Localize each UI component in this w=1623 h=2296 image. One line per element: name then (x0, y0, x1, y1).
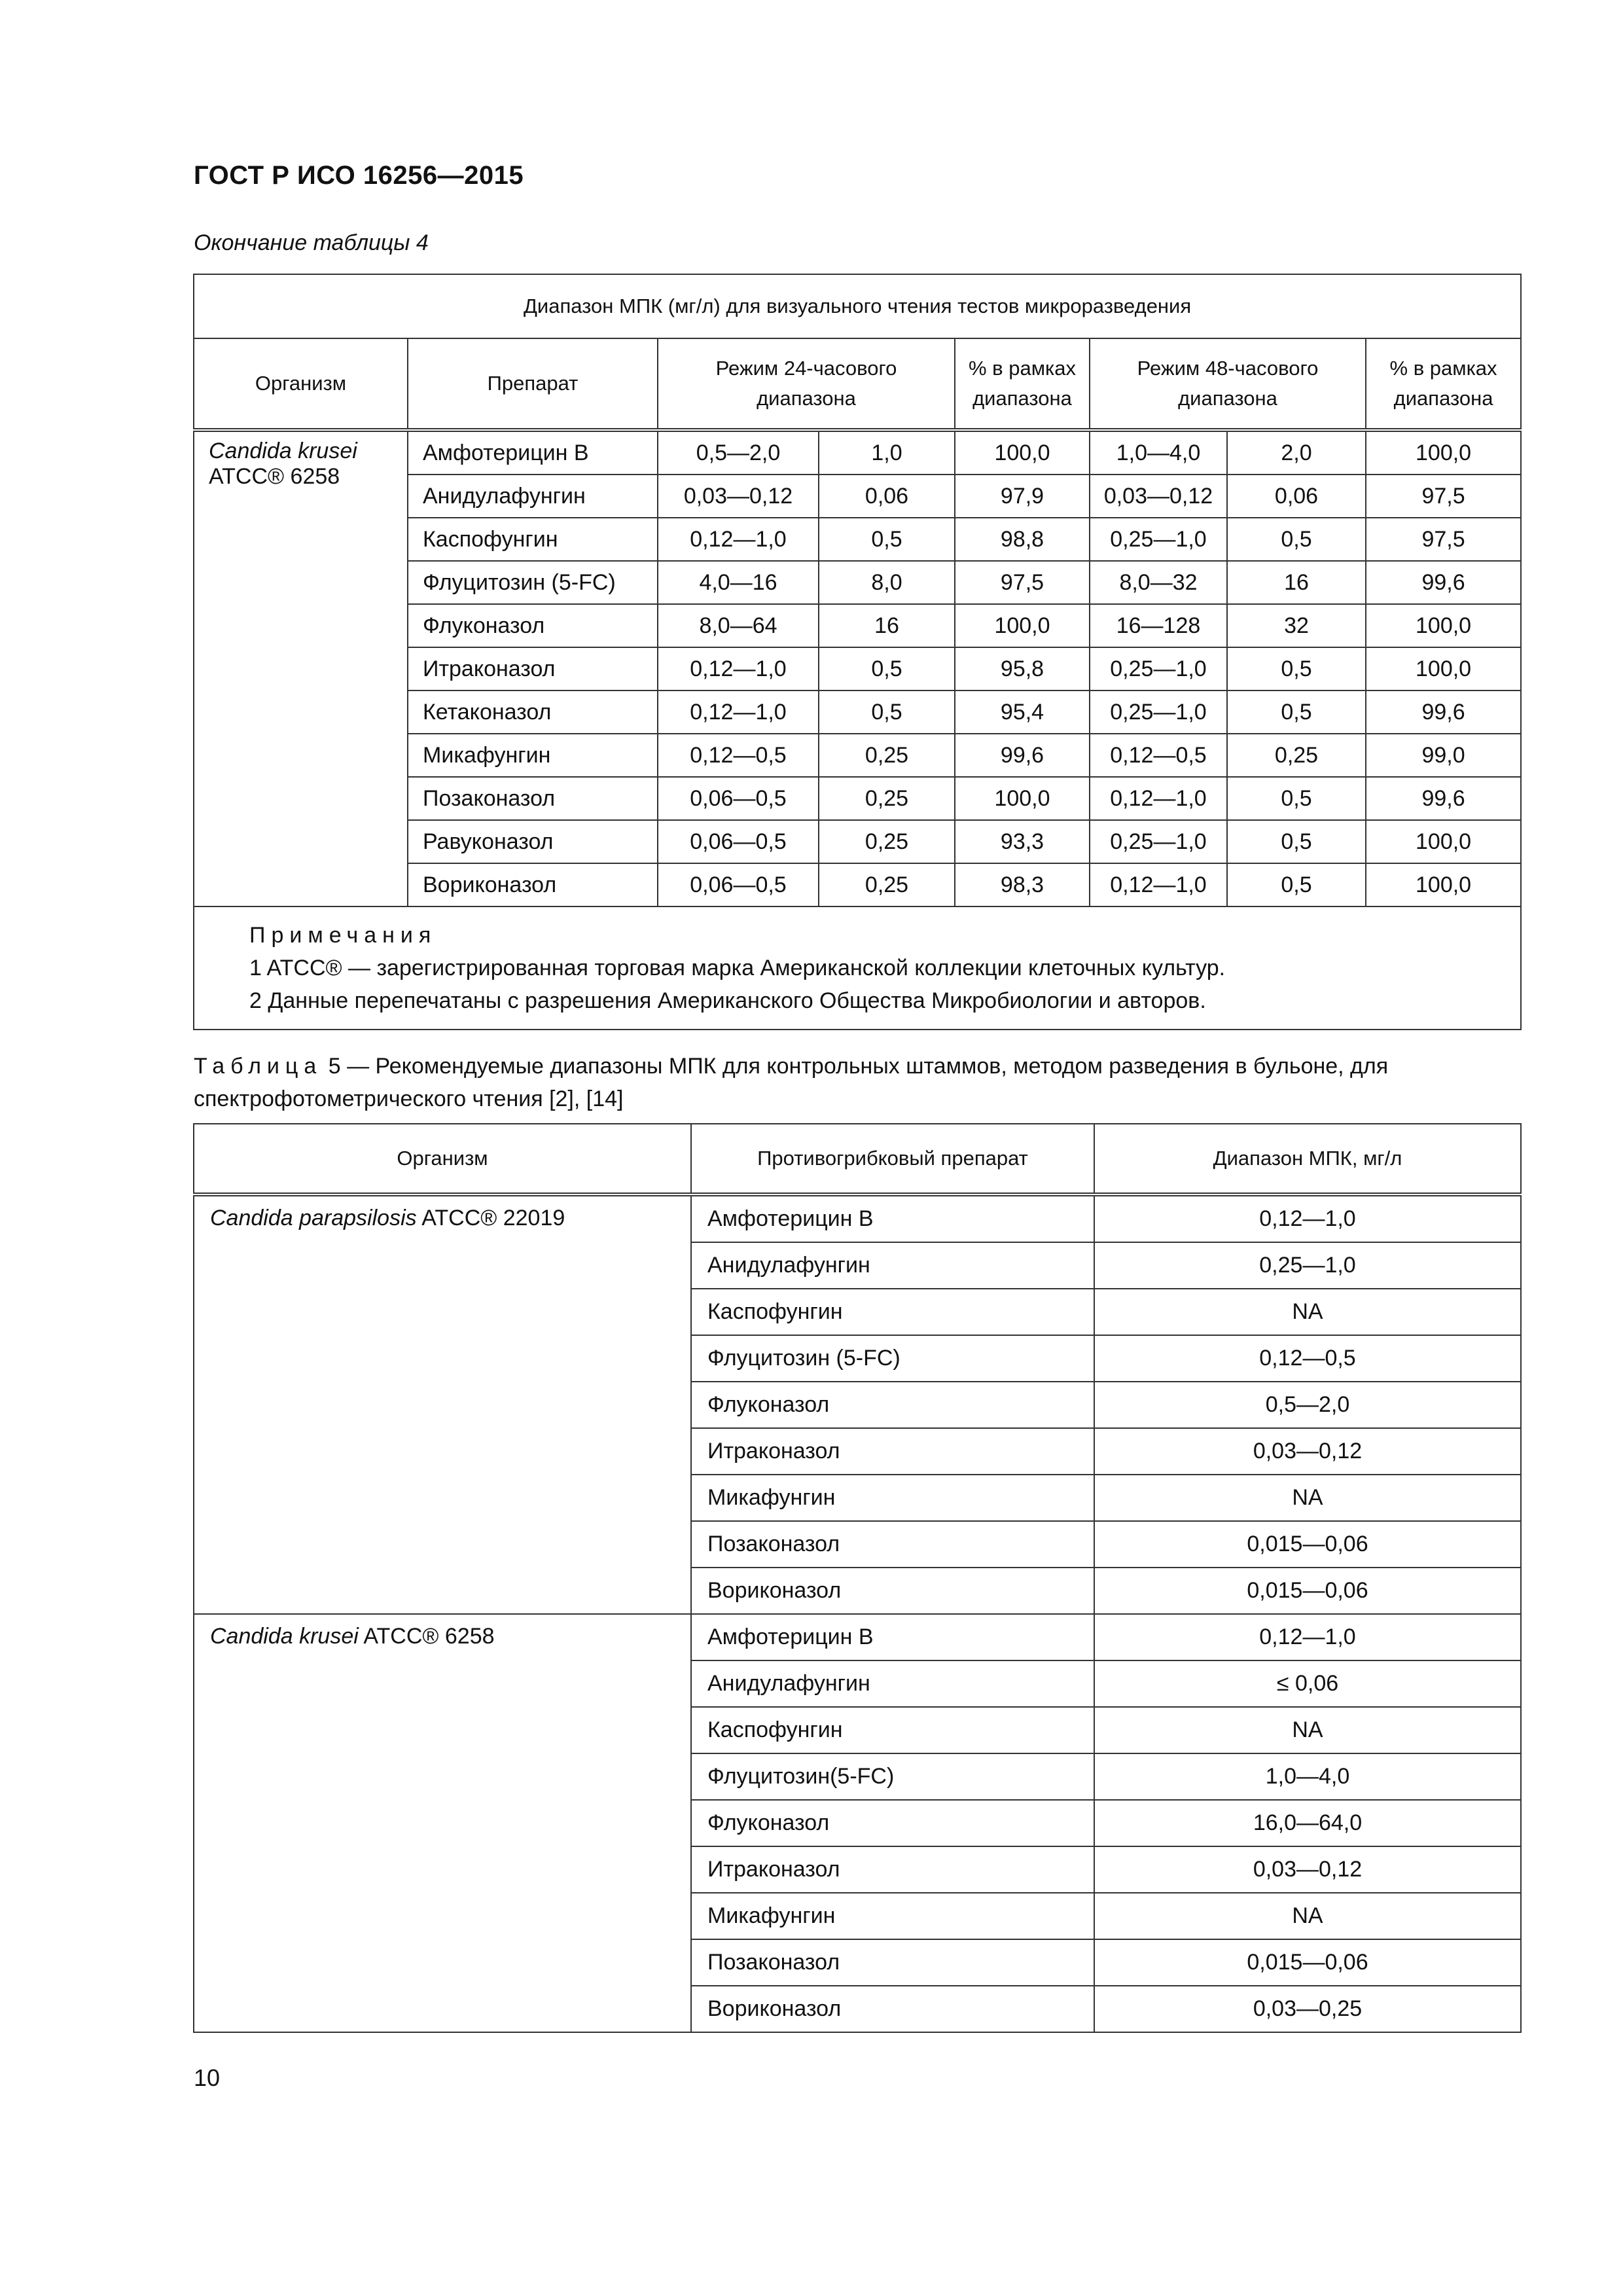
header-organism: Организм (194, 1124, 691, 1194)
range24-cell: 0,5—2,0 (658, 430, 819, 475)
drug-cell: Позаконазол (691, 1521, 1094, 1568)
table4 (193, 274, 1522, 1030)
mode24-cell: 16 (819, 604, 955, 647)
pct24-cell: 97,9 (955, 475, 1090, 518)
mode48-cell: 2,0 (1227, 430, 1366, 475)
range24-cell: 8,0—64 (658, 604, 819, 647)
document-header: ГОСТ Р ИСО 16256—2015 (194, 161, 524, 190)
mic-range-cell: 1,0—4,0 (1094, 1753, 1521, 1800)
drug-cell: Микафунгин (691, 1475, 1094, 1521)
mic-range-cell: NA (1094, 1475, 1521, 1521)
drug-cell: Итраконазол (408, 647, 658, 691)
drug-cell: Флуцитозин(5-FC) (691, 1753, 1094, 1800)
drug-cell: Микафунгин (408, 734, 658, 777)
drug-cell: Анидулафунгин (691, 1242, 1094, 1289)
drug-cell: Каспофунгин (408, 518, 658, 561)
mic-range-cell: 16,0—64,0 (1094, 1800, 1521, 1846)
pct48-cell: 99,6 (1366, 691, 1521, 734)
drug-cell: Амфотерицин В (691, 1614, 1094, 1660)
range24-cell: 0,12—1,0 (658, 691, 819, 734)
organism-strain: ATCC® 6258 (209, 464, 340, 489)
header-organism: Организм (194, 338, 408, 430)
range48-cell: 0,25—1,0 (1090, 691, 1227, 734)
pct24-cell: 100,0 (955, 430, 1090, 475)
mode24-cell: 1,0 (819, 430, 955, 475)
drug-cell: Равуконазол (408, 820, 658, 863)
mode24-cell: 0,25 (819, 820, 955, 863)
mode48-cell: 0,25 (1227, 734, 1366, 777)
note-1: 1 ATCC® — зарегистрированная торговая марка Американской коллекции клеточных культур. (249, 956, 1226, 980)
page-number: 10 (194, 2064, 221, 2091)
mode48-cell: 0,5 (1227, 863, 1366, 906)
organism-strain: ATCC® 6258 (358, 1624, 495, 1649)
pct48-cell: 97,5 (1366, 475, 1521, 518)
mode24-cell: 8,0 (819, 561, 955, 604)
drug-cell: Каспофунгин (691, 1289, 1094, 1335)
pct24-cell: 100,0 (955, 604, 1090, 647)
organism-name: Candida krusei (209, 439, 357, 463)
table4-top-header: Диапазон МПК (мг/л) для визуального чтения тестов микроразведения (194, 274, 1521, 338)
header-pct24: % в рамках диапазона (955, 338, 1090, 430)
range48-cell: 0,03—0,12 (1090, 475, 1227, 518)
mode24-cell: 0,25 (819, 863, 955, 906)
mic-range-cell: 0,25—1,0 (1094, 1242, 1521, 1289)
notes (194, 906, 1521, 1030)
mode24-cell: 0,5 (819, 647, 955, 691)
mode48-cell: 0,5 (1227, 647, 1366, 691)
mic-range-cell: 0,12—1,0 (1094, 1194, 1521, 1242)
drug-cell: Амфотерицин В (691, 1194, 1094, 1242)
header-mode24: Режим 24-часового диапазона (658, 338, 955, 430)
pct48-cell: 100,0 (1366, 647, 1521, 691)
header-mode48: Режим 48-часового диапазона (1090, 338, 1366, 430)
range24-cell: 4,0—16 (658, 561, 819, 604)
mode24-cell: 0,5 (819, 691, 955, 734)
mic-range-cell: 0,03—0,12 (1094, 1846, 1521, 1893)
pct24-cell: 98,8 (955, 518, 1090, 561)
header-drug: Препарат (408, 338, 658, 430)
pct48-cell: 97,5 (1366, 518, 1521, 561)
mode24-cell: 0,25 (819, 734, 955, 777)
drug-cell: Вориконазол (691, 1568, 1094, 1614)
table-row (194, 1614, 1521, 1660)
pct24-cell: 97,5 (955, 561, 1090, 604)
drug-cell: Микафунгин (691, 1893, 1094, 1939)
range48-cell: 0,25—1,0 (1090, 647, 1227, 691)
drug-cell: Флуцитозин (5-FC) (691, 1335, 1094, 1382)
pct24-cell: 100,0 (955, 777, 1090, 820)
drug-cell: Кетаконазол (408, 691, 658, 734)
pct48-cell: 99,6 (1366, 561, 1521, 604)
drug-cell: Вориконазол (408, 863, 658, 906)
table5-caption-label: Таблица (194, 1054, 323, 1079)
pct48-cell: 99,0 (1366, 734, 1521, 777)
pct48-cell: 100,0 (1366, 863, 1521, 906)
mode48-cell: 0,5 (1227, 820, 1366, 863)
header-mic-range: Диапазон МПК, мг/л (1094, 1124, 1521, 1194)
drug-cell: Итраконазол (691, 1846, 1094, 1893)
drug-cell: Анидулафунгин (408, 475, 658, 518)
mode48-cell: 0,06 (1227, 475, 1366, 518)
mic-range-cell: 0,015—0,06 (1094, 1568, 1521, 1614)
drug-cell: Флуконазол (408, 604, 658, 647)
mic-range-cell: 0,5—2,0 (1094, 1382, 1521, 1428)
table-row (194, 1194, 1521, 1242)
organism-cell (194, 430, 408, 906)
range48-cell: 8,0—32 (1090, 561, 1227, 604)
range48-cell: 0,12—1,0 (1090, 777, 1227, 820)
organism-strain: ATCC® 22019 (416, 1206, 565, 1230)
drug-cell: Каспофунгин (691, 1707, 1094, 1753)
mic-range-cell: 0,12—1,0 (1094, 1614, 1521, 1660)
pct48-cell: 100,0 (1366, 604, 1521, 647)
mic-range-cell: 0,03—0,12 (1094, 1428, 1521, 1475)
header-antifungal: Противогрибковый препарат (691, 1124, 1094, 1194)
mic-range-cell: NA (1094, 1289, 1521, 1335)
range24-cell: 0,12—0,5 (658, 734, 819, 777)
mic-range-cell: 0,015—0,06 (1094, 1939, 1521, 1986)
pct48-cell: 100,0 (1366, 820, 1521, 863)
mode48-cell: 0,5 (1227, 691, 1366, 734)
range24-cell: 0,03—0,12 (658, 475, 819, 518)
table-row (194, 430, 1521, 475)
pct24-cell: 98,3 (955, 863, 1090, 906)
organism-cell (194, 1614, 691, 2032)
drug-cell: Амфотерицин В (408, 430, 658, 475)
organism-name: Candida krusei (210, 1624, 359, 1649)
mic-range-cell: 0,015—0,06 (1094, 1521, 1521, 1568)
table5-caption (194, 1050, 1522, 1115)
mic-range-cell: ≤ 0,06 (1094, 1660, 1521, 1707)
mic-range-cell: 0,12—0,5 (1094, 1335, 1521, 1382)
range48-cell: 0,12—0,5 (1090, 734, 1227, 777)
mic-range-cell: NA (1094, 1893, 1521, 1939)
notes-row (194, 906, 1521, 1030)
mic-range-cell: NA (1094, 1707, 1521, 1753)
range48-cell: 16—128 (1090, 604, 1227, 647)
range48-cell: 1,0—4,0 (1090, 430, 1227, 475)
table5-caption-text: 5 — Рекомендуемые диапазоны МПК для контрольных штаммов, методом разведения в бульоне, для спектрофотометрического чтения [2], [14] (194, 1054, 1389, 1111)
drug-cell: Флуконазол (691, 1800, 1094, 1846)
range24-cell: 0,06—0,5 (658, 777, 819, 820)
mic-range-cell: 0,03—0,25 (1094, 1986, 1521, 2032)
mode24-cell: 0,25 (819, 777, 955, 820)
mode48-cell: 32 (1227, 604, 1366, 647)
organism-name: Candida parapsilosis (210, 1206, 417, 1230)
drug-cell: Вориконазол (691, 1986, 1094, 2032)
table4-caption: Окончание таблицы 4 (194, 230, 429, 255)
range48-cell: 0,25—1,0 (1090, 518, 1227, 561)
mode48-cell: 16 (1227, 561, 1366, 604)
mode48-cell: 0,5 (1227, 777, 1366, 820)
drug-cell: Позаконазол (408, 777, 658, 820)
mode24-cell: 0,06 (819, 475, 955, 518)
drug-cell: Флуцитозин (5-FC) (408, 561, 658, 604)
range48-cell: 0,25—1,0 (1090, 820, 1227, 863)
drug-cell: Флуконазол (691, 1382, 1094, 1428)
organism-cell (194, 1194, 691, 1614)
pct48-cell: 99,6 (1366, 777, 1521, 820)
table5 (193, 1123, 1522, 2033)
drug-cell: Итраконазол (691, 1428, 1094, 1475)
range24-cell: 0,06—0,5 (658, 863, 819, 906)
range24-cell: 0,06—0,5 (658, 820, 819, 863)
note-2: 2 Данные перепечатаны с разрешения Американского Общества Микробиологии и авторов. (249, 988, 1206, 1013)
drug-cell: Позаконазол (691, 1939, 1094, 1986)
pct24-cell: 95,8 (955, 647, 1090, 691)
range24-cell: 0,12—1,0 (658, 518, 819, 561)
pct24-cell: 93,3 (955, 820, 1090, 863)
pct24-cell: 99,6 (955, 734, 1090, 777)
notes-title: Примечания (249, 923, 437, 948)
drug-cell: Анидулафунгин (691, 1660, 1094, 1707)
mode48-cell: 0,5 (1227, 518, 1366, 561)
range24-cell: 0,12—1,0 (658, 647, 819, 691)
range48-cell: 0,12—1,0 (1090, 863, 1227, 906)
pct48-cell: 100,0 (1366, 430, 1521, 475)
header-pct48: % в рамках диапазона (1366, 338, 1521, 430)
mode24-cell: 0,5 (819, 518, 955, 561)
pct24-cell: 95,4 (955, 691, 1090, 734)
